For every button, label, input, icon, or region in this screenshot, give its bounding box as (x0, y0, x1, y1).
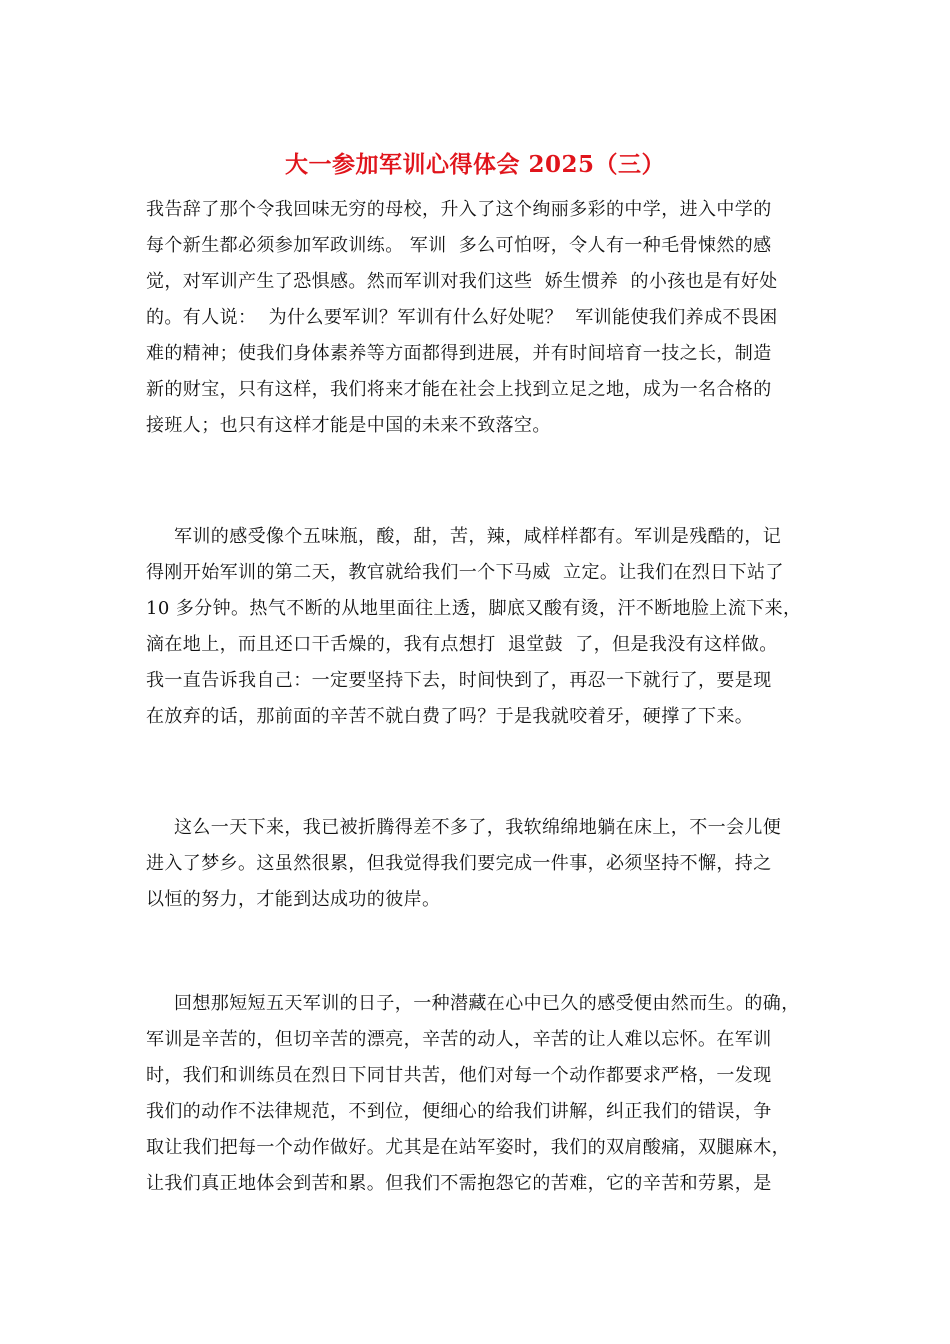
paragraph-line: 军训的感受像个五味瓶，酸，甜，苦，辣，咸样样都有。军训是残酷的，记 (174, 526, 782, 547)
paragraph-line: 我告辞了那个令我回味无穷的母校，升入了这个绚丽多彩的中学，进入中学的 (146, 199, 772, 220)
paragraph-line: 新的财宝，只有这样，我们将来才能在社会上找到立足之地，成为一名合格的 (146, 379, 772, 400)
paragraph-line: 滴在地上，而且还口干舌燥的，我有点想打 退堂鼓 了，但是我没有这样做。 (146, 634, 778, 655)
paragraph-3 (146, 810, 836, 918)
paragraph-line: 得刚开始军训的第二天，教官就给我们一个下马威 立定。让我们在烈日下站了 (146, 562, 784, 583)
paragraph-line: 我一直告诉我自己：一定要坚持下去，时间快到了，再忍一下就行了，要是现 (146, 670, 772, 691)
paragraph-line: 难的精神；使我们身体素养等方面都得到进展，并有时间培育一技之长，制造 (146, 343, 772, 364)
paragraph-line: 时，我们和训练员在烈日下同甘共苦，他们对每一个动作都要求严格，一发现 (146, 1065, 772, 1086)
document-title: 大一参加军训心得体会 2025（三） (284, 151, 666, 178)
paragraph-line: 接班人；也只有这样才能是中国的未来不致落空。 (146, 415, 551, 436)
paragraph-line: 的。有人说： 为什么要军训？军训有什么好处呢？ 军训能使我们养成不畏困 (146, 307, 778, 328)
paragraph-2 (146, 519, 836, 735)
paragraph-line: 10 多分钟。热气不断的从地里面往上透，脚底又酸有烫，汗不断地脸上流下来， (146, 598, 802, 619)
paragraph-line: 以恒的努力，才能到达成功的彼岸。 (146, 889, 441, 910)
paragraph-line: 让我们真正地体会到苦和累。但我们不需抱怨它的苦难，它的辛苦和劳累，是 (146, 1173, 772, 1194)
paragraph-1 (146, 192, 836, 444)
paragraph-line: 每个新生都必须参加军政训练。 军训 多么可怕呀，令人有一种毛骨悚然的感 (146, 235, 772, 256)
paragraph-line: 军训是辛苦的，但切辛苦的漂亮，辛苦的动人，辛苦的让人难以忘怀。在军训 (146, 1029, 772, 1050)
paragraph-line: 我们的动作不法律规范，不到位，便细心的给我们讲解，纠正我们的错误，争 (146, 1101, 772, 1122)
paragraph-line: 进入了梦乡。这虽然很累，但我觉得我们要完成一件事，必须坚持不懈，持之 (146, 853, 772, 874)
paragraph-line: 在放弃的话，那前面的辛苦不就白费了吗？于是我就咬着牙，硬撑了下来。 (146, 706, 754, 727)
paragraph-line: 这么一天下来，我已被折腾得差不多了，我软绵绵地躺在床上，不一会儿便 (174, 817, 782, 838)
paragraph-line: 取让我们把每一个动作做好。尤其是在站军姿时，我们的双肩酸痛，双腿麻木， (146, 1137, 790, 1158)
paragraph-line: 回想那短短五天军训的日子，一种潜藏在心中已久的感受便由然而生。的确， (174, 993, 800, 1014)
paragraph-line: 觉，对军训产生了恐惧感。然而军训对我们这些 娇生惯养 的小孩也是有好处 (146, 271, 778, 292)
paragraph-4 (146, 986, 836, 1202)
